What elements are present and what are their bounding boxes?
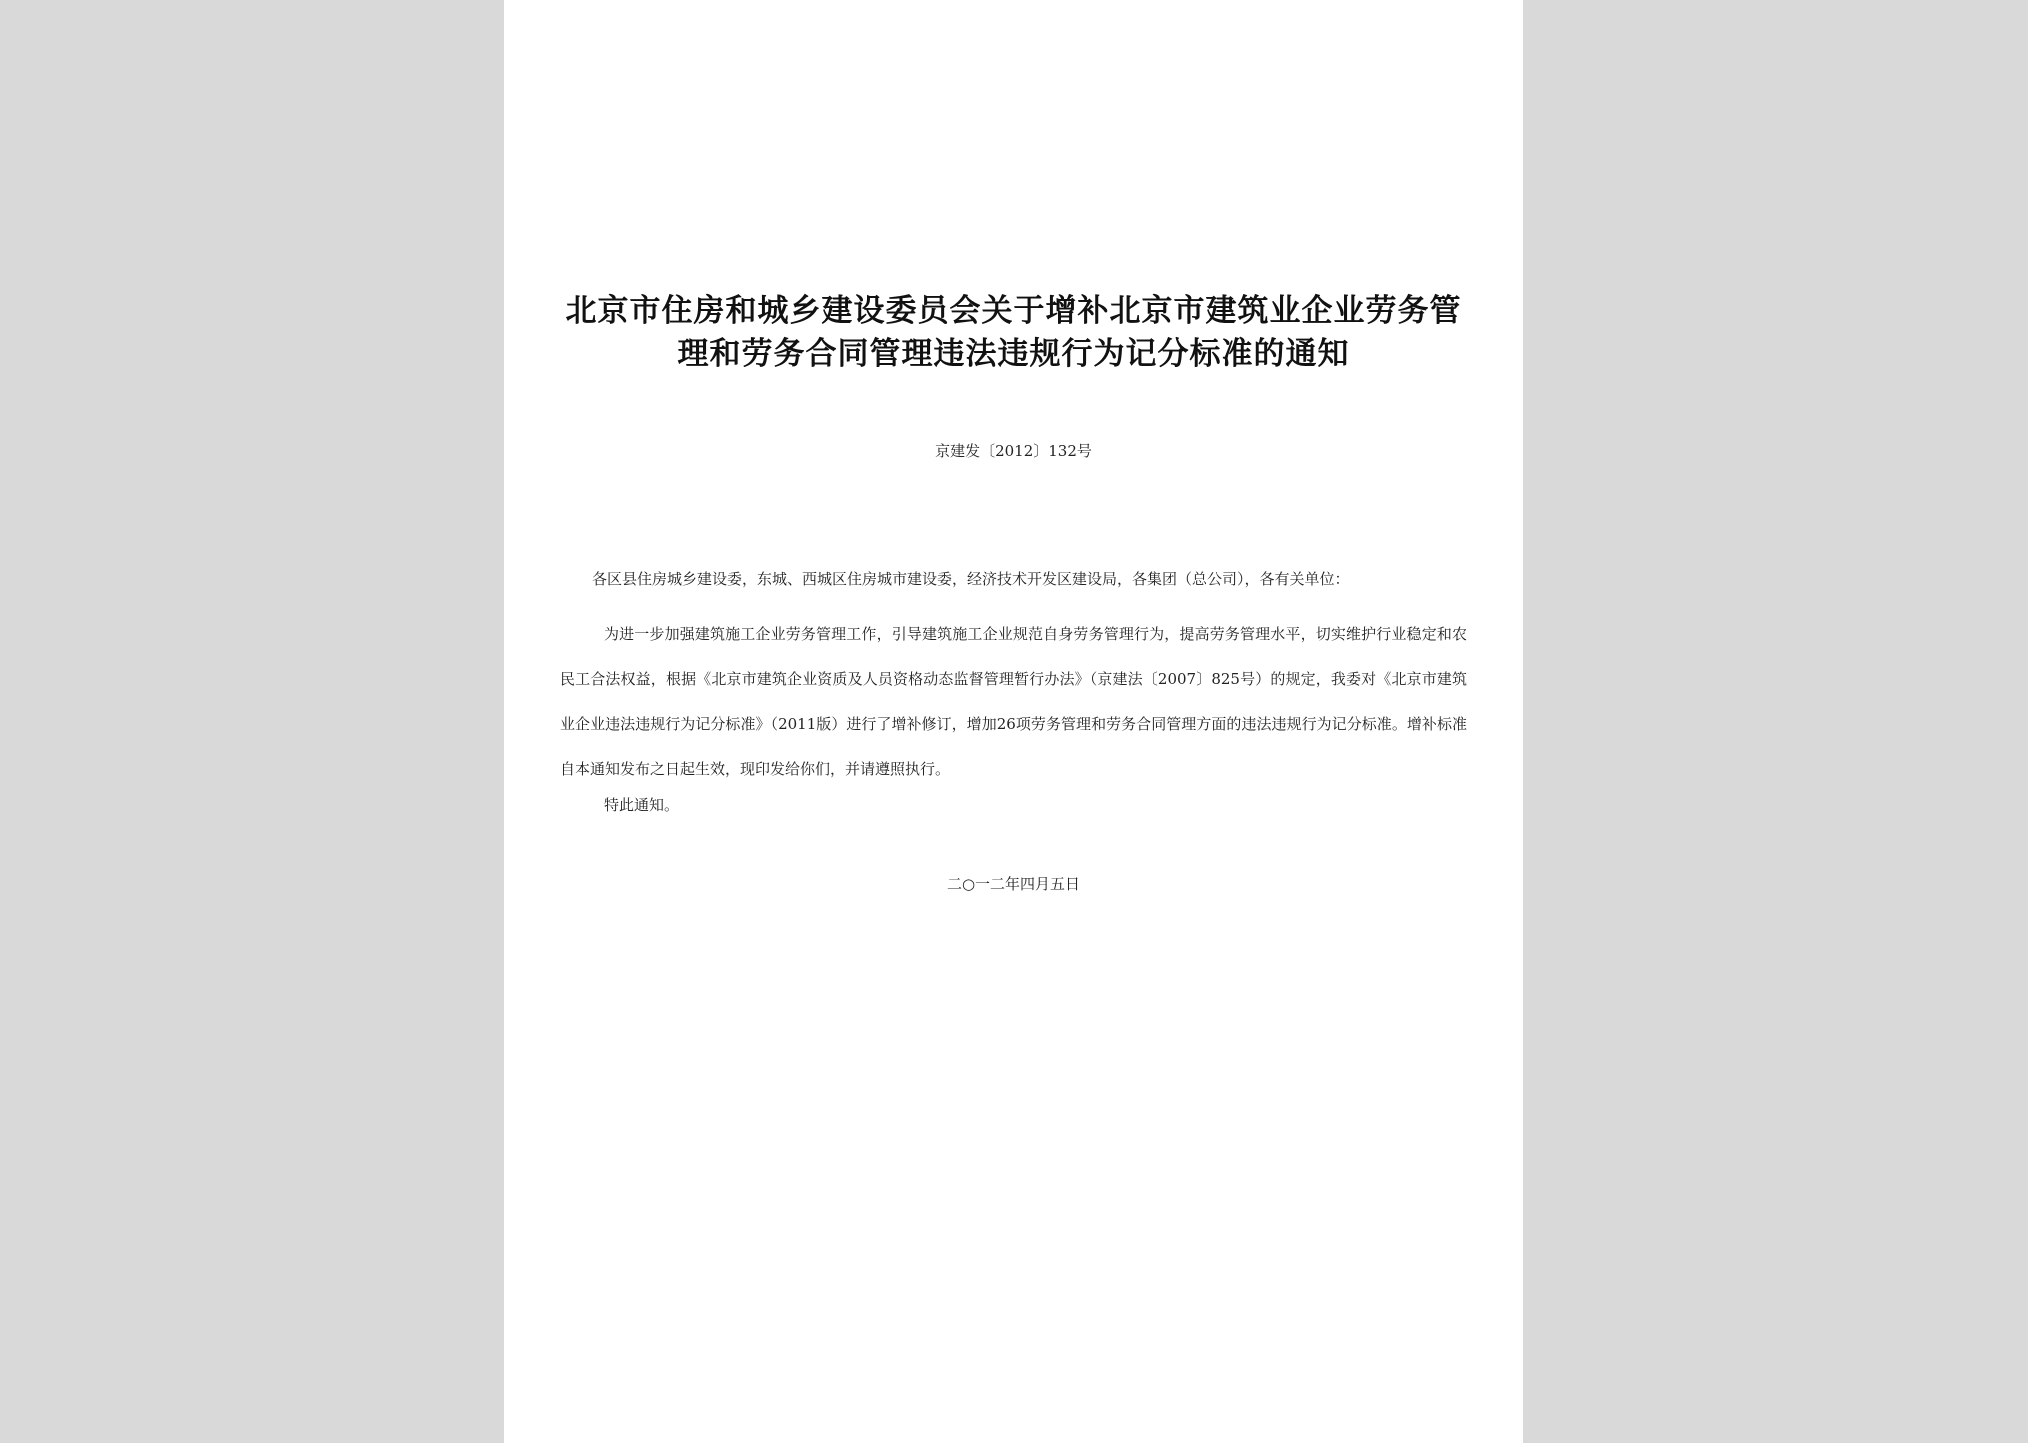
document-page	[504, 0, 1523, 1443]
salutation: 各区县住房城乡建设委，东城、西城区住房城市建设委，经济技术开发区建设局，各集团（总公司），各有关单位：	[592, 570, 1350, 588]
body-paragraph: 为进一步加强建筑施工企业劳务管理工作，引导建筑施工企业规范自身劳务管理行为，提高劳务管理水平，切实维护行业稳定和农民工合法权益，根据《北京市建筑企业资质及人员资格动态监督管理暂行办法》（京建法〔2007〕825号）的规定，我委对《北京市建筑业企业违法违规行为记分标准》（2011版）进行了增补修订，增加26项劳务管理和劳务合同管理方面的违法违规行为记分标准。增补标准自本通知发布之日起生效，现印发给你们，并请遵照执行。	[560, 625, 1467, 778]
closing-line: 特此通知。	[604, 796, 680, 814]
document-title: 北京市住房和城乡建设委员会关于增补北京市建筑业企业劳务管理和劳务合同管理违法违规行为记分标准的通知	[565, 293, 1462, 372]
document-number: 京建发〔2012〕132号	[935, 442, 1092, 460]
issue-date: 二○一二年四月五日	[946, 875, 1081, 893]
